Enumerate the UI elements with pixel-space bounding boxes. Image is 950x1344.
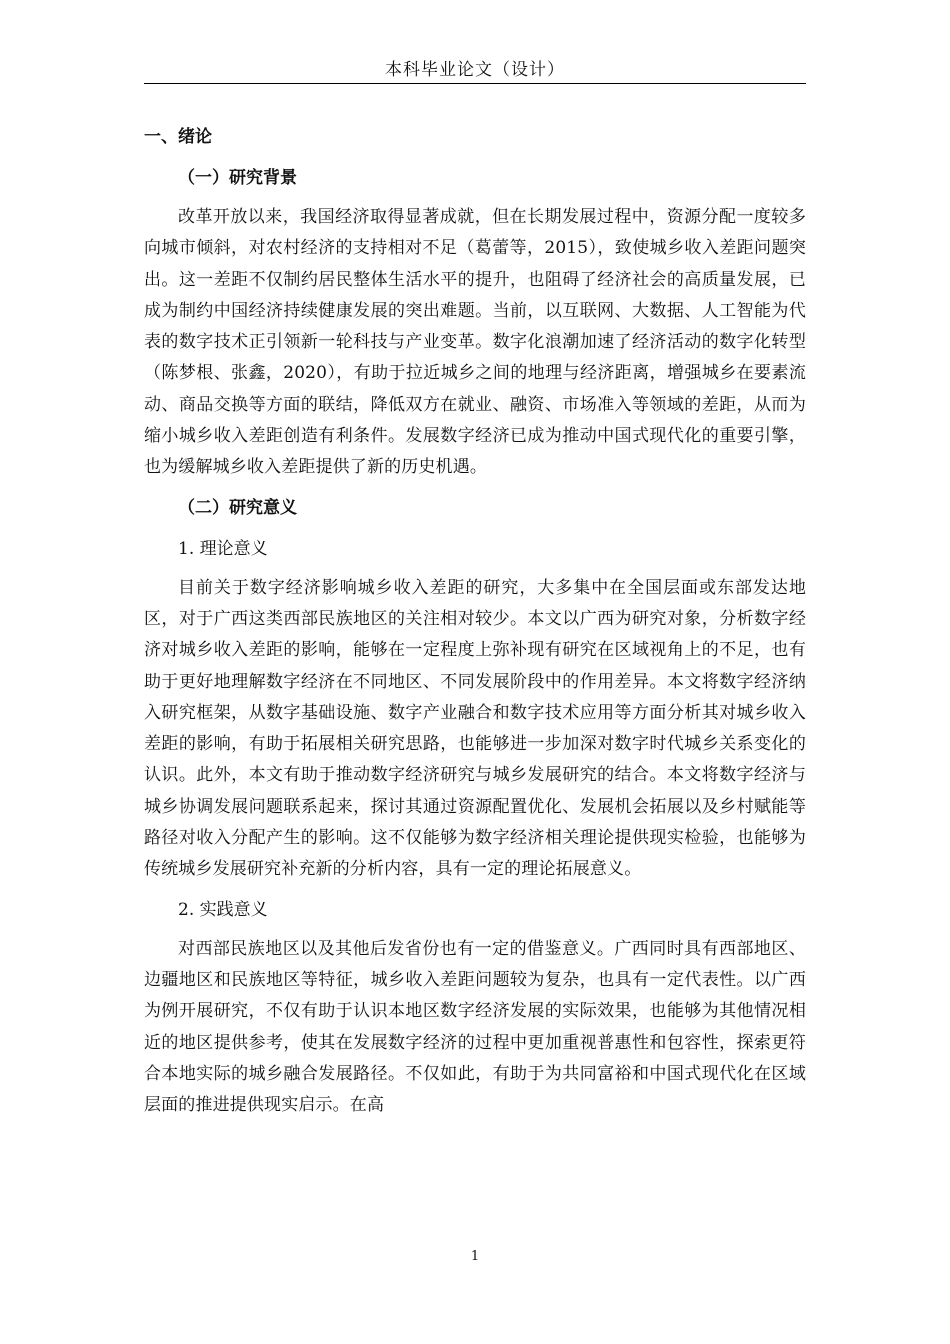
paragraph-practice: 对西部民族地区以及其他后发省份也有一定的借鉴意义。广西同时具有西部地区、边疆地区和民族地区等特征，城乡收入差距问题较为复杂，也具有一定代表性。以广西为例开展研究，不仅有助于认识本地区数字经济发展的实际效果，也能够为其他情况相近的地区提供参考，使其在发展数字经济的过程中更加重视普惠性和包容性，探索更符合本地实际的城乡融合发展路径。不仅如此，有助于为共同富裕和中国式现代化在区域层面的推进提供现实启示。在高 [144,938,806,1116]
section-heading-significance: （二）研究意义 [178,497,297,518]
chapter-heading: 一、绪论 [144,127,212,147]
paragraph-theory: 目前关于数字经济影响城乡收入差距的研究，大多集中在全国层面或东部发达地区，对于广西这类西部民族地区的关注相对较少。本文以广西为研究对象，分析数字经济对城乡收入差距的影响，能够在一定程度上弥补现有研究在区域视角上的不足，也有助于更好地理解数字经济在不同地区、不同发展阶段中的作用差异。本文将数字经济纳入研究框架，从数字基础设施、数字产业融合和数字技术应用等方面分析其对城乡收入差距的影响，有助于拓展相关研究思路，也能够进一步加深对数字时代城乡关系变化的认识。此外，本文有助于推动数字经济研究与城乡发展研究的结合。本文将数字经济与城乡协调发展问题联系起来，探讨其通过资源配置优化、发展机会拓展以及乡村赋能等路径对收入分配产生的影响。这不仅能够为数字经济相关理论提供现实检验，也能够为传统城乡发展研究补充新的分析内容，具有一定的理论拓展意义。 [144,577,806,880]
section-heading-background: （一）研究背景 [178,168,297,188]
subsection-heading-practice: 2. 实践意义 [178,899,268,920]
header-rule [144,83,806,84]
page-header-title: 本科毕业论文（设计） [385,60,565,80]
paragraph-background: 改革开放以来，我国经济取得显著成就，但在长期发展过程中，资源分配一度较多向城市倾斜，对农村经济的支持相对不足（葛蕾等，2015），致使城乡收入差距问题突出。这一差距不仅制约居民整体生活水平的提升，也阻碍了经济社会的高质量发展，已成为制约中国经济持续健康发展的突出难题。当前，以互联网、大数据、人工智能为代表的数字技术正引领新一轮科技与产业变革。数字化浪潮加速了经济活动的数字化转型（陈梦根、张鑫，2020），有助于拉近城乡之间的地理与经济距离，增强城乡在要素流动、商品交换等方面的联结，降低双方在就业、融资、市场准入等领域的差距，从而为缩小城乡收入差距创造有利条件。发展数字经济已成为推动中国式现代化的重要引擎，也为缓解城乡收入差距提供了新的历史机遇。 [144,207,806,478]
subsection-heading-theory: 1. 理论意义 [178,538,268,559]
document-body [144,120,806,1128]
page-number: 1 [470,1249,480,1264]
